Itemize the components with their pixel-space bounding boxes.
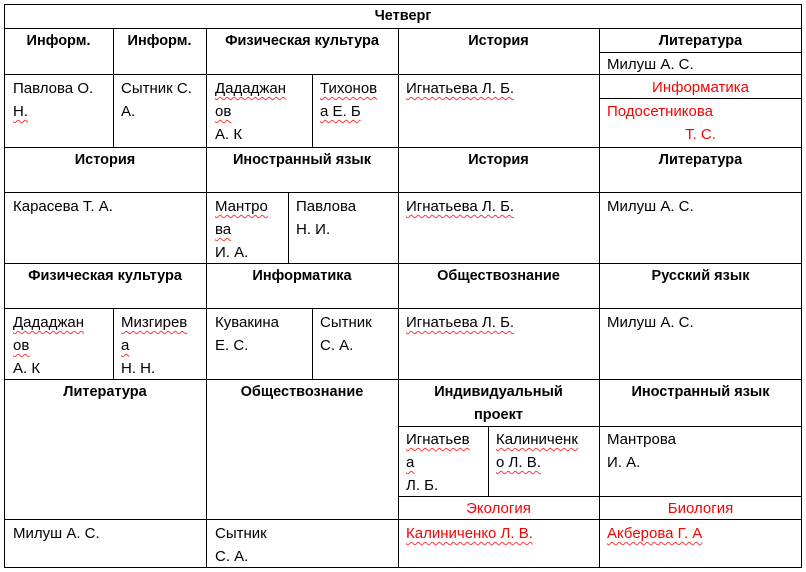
teacher-name: Карасева Т. А. [13,198,113,215]
grid-line [4,567,802,568]
teacher-name: а [406,454,415,471]
grid-line [206,28,207,568]
teacher-name: С. А. [215,548,249,565]
subject-header: Иностранный язык [232,152,372,168]
subject-red: Информатика [652,79,749,96]
grid-line [4,28,802,29]
teacher-name: А. [121,103,136,120]
subject-header: Физическая культура [225,33,379,49]
subject-header: Иностранный язык [631,384,770,400]
teacher-name: А. К [215,126,243,143]
teacher-name: И. А. [607,454,641,471]
teacher-name: ов [215,103,232,120]
teacher-name: о Л. В. [496,454,541,471]
subject-red: Экология [466,500,531,517]
teacher-name: А. К [13,360,41,377]
teacher-name-red: Акберова Г. А [607,525,703,542]
subject-header: Физическая культура [28,268,182,284]
grid-line [4,308,802,309]
teacher-name: ва [215,221,232,238]
teacher-name: Милуш А. С. [607,198,694,215]
grid-line [398,28,399,568]
grid-line [488,426,489,496]
grid-line [288,192,289,263]
grid-line [113,308,114,379]
teacher-name: Дададжан [13,314,85,331]
teacher-name: Игнатьева Л. Б. [406,314,515,331]
subject-header: Литература [63,384,147,400]
teacher-name: Игнатьев [406,431,470,448]
teacher-name: Мизгирев [121,314,188,331]
teacher-name: Н. И. [296,221,331,238]
teacher-name: Калиниченк [496,431,578,448]
teacher-name: С. А. [320,337,354,354]
teacher-name: ов [13,337,30,354]
subject-header: История [468,152,529,168]
teacher-name: Сытник [320,314,372,331]
teacher-name: Дададжан [215,80,287,97]
grid-line [312,308,313,379]
teacher-name: И. А. [215,244,249,261]
teacher-name: Мантро [215,198,268,215]
teacher-name: Мантрова [607,431,676,448]
subject-header: Обществознание [437,268,560,284]
teacher-name-red: Калиниченко Л. В. [406,525,533,542]
subject-header: Информатика [252,268,352,284]
teacher-name: Павлова О. [13,80,94,97]
grid-line [4,147,802,148]
teacher-name: Игнатьева Л. Б. [406,198,515,215]
teacher-name-red: Подосетникова [607,103,713,120]
teacher-name: Е. С. [215,337,249,354]
teacher-name: Игнатьева Л. Б. [406,80,515,97]
grid-line [599,28,600,568]
grid-line [4,192,802,193]
subject-header: Информ. [127,33,192,49]
teacher-name: Павлова [296,198,357,215]
teacher-name: Кувакина [215,314,279,331]
subject-header: Литература [658,33,743,49]
grid-line [4,263,802,264]
teacher-name: Сытник [215,525,267,542]
subject-header: Информ. [26,33,91,49]
day-title: Четверг [374,8,432,24]
teacher-name: Н. [13,103,28,120]
grid-line [312,74,313,147]
teacher-name: Л. Б. [406,477,439,494]
subject-header: История [74,152,136,168]
teacher-name-red: Т. С. [685,126,716,143]
teacher-name: Милуш А. С. [13,525,100,542]
teacher-name: Н. Н. [121,360,156,377]
teacher-name: а Е. Б [320,103,361,120]
subject-header: Литература [658,152,743,168]
teacher-name: Милуш А. С. [607,56,694,73]
subject-red: Биология [667,500,734,517]
subject-header: История [468,33,529,49]
subject-header: Русский язык [651,268,750,284]
subject-header: проект [474,407,523,423]
teacher-name: а [121,337,130,354]
teacher-name: Милуш А. С. [607,314,694,331]
teacher-name: Сытник С. [121,80,192,97]
teacher-name: Тихонов [320,80,378,97]
subject-header: Индивидуальный [434,384,563,400]
subject-header: Обществознание [240,384,364,400]
